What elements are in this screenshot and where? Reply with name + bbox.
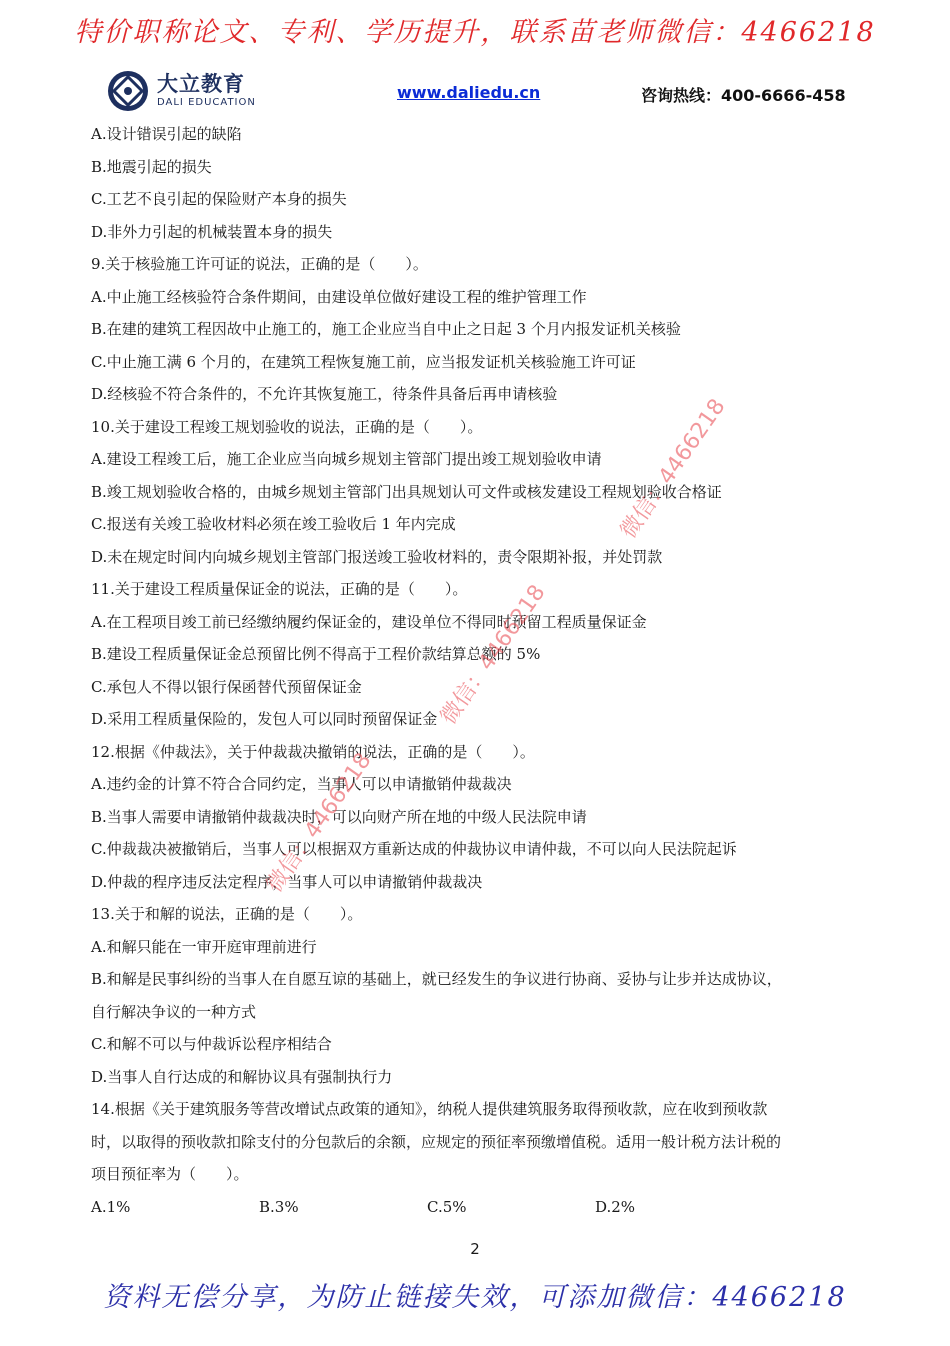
text-line: B.当事人需要申请撤销仲裁裁决时，可以向财产所在地的中级人民法院申请 (91, 807, 587, 826)
text-line: A.中止施工经核验符合条件期间，由建设单位做好建设工程的维护管理工作 (91, 287, 587, 306)
text-line: D.非外力引起的机械装置本身的损失 (91, 222, 333, 241)
option-d: D.2% (595, 1197, 636, 1216)
top-promo-banner: 特价职称论文、专利、学历提升，联系苗老师微信：4466218 (74, 17, 876, 48)
text-line: B.在建的建筑工程因故中止施工的，施工企业应当自中止之日起 3 个月内报发证机关核验 (91, 320, 681, 338)
text-line: C.和解不可以与仲裁诉讼程序相结合 (91, 1035, 332, 1053)
text-line: B.建设工程质量保证金总预留比例不得高于工程价款结算总额的 5% (91, 645, 541, 663)
answer-options (91, 1191, 863, 1224)
text-line: C.中止施工满 6 个月的，在建筑工程恢复施工前，应当报发证机关核验施工许可证 (91, 352, 636, 371)
page-header (105, 68, 865, 118)
question-11: 11.关于建设工程质量保证金的说法，正确的是（ ）。 (91, 580, 468, 598)
logo-chinese-name: 大立教育 (157, 72, 245, 96)
hotline-text: 咨询热线：400-6666-458 (641, 86, 846, 105)
question-10: 10.关于建设工程竣工规划验收的说法，正确的是（ ）。 (91, 417, 483, 436)
text-line: B.和解是民事纠纷的当事人在自愿互谅的基础上，就已经发生的争议进行协商、妥协与让步并达成协议， (91, 970, 782, 988)
watermark-1: 微信：4466218 (616, 394, 731, 544)
text-line: D.未在规定时间内向城乡规划主管部门报送竣工验收材料的，责令限期补报，并处罚款 (91, 547, 663, 566)
watermark-2: 微信：4466218 (436, 580, 551, 730)
text-line: D.经核验不符合条件的，不允许其恢复施工，待条件具备后再申请核验 (91, 385, 558, 403)
question-14: 14.根据《关于建筑服务等营改增试点政策的通知》，纳税人提供建筑服务取得预收款，应在收到预收款 (91, 1100, 768, 1118)
text-line: D.仲裁的程序违反法定程序，当事人可以申请撤销仲裁裁决 (91, 872, 483, 891)
question-12: 12.根据《仲裁法》，关于仲裁裁决撤销的说法，正确的是（ ）。 (91, 742, 535, 761)
question-9: 9.关于核验施工许可证的说法，正确的是（ ）。 (91, 255, 428, 273)
option-c: C.5% (427, 1197, 467, 1216)
text-line: C.承包人不得以银行保函替代预留保证金 (91, 677, 362, 696)
text-line: A.违约金的计算不符合合同约定，当事人可以申请撤销仲裁裁决 (91, 775, 512, 793)
logo-english-name: DALI EDUCATION (157, 97, 256, 108)
option-a: A.1% (91, 1197, 131, 1216)
text-line: 自行解决争议的一种方式 (91, 1002, 257, 1021)
text-line: C.报送有关竣工验收材料必须在竣工验收后 1 年内完成 (91, 515, 456, 533)
website-link[interactable]: www.daliedu.cn (397, 83, 541, 102)
question-13: 13.关于和解的说法，正确的是（ ）。 (91, 905, 363, 923)
dali-logo-icon (107, 70, 149, 112)
text-line: A.和解只能在一审开庭审理前进行 (91, 937, 317, 956)
text-line: A.在工程项目竣工前已经缴纳履约保证金的，建设单位不得同时预留工程质量保证金 (91, 612, 647, 631)
text-line: 项目预征率为（ ）。 (91, 1165, 249, 1183)
text-line: B.竣工规划验收合格的，由城乡规划主管部门出具规划认可文件或核发建设工程规划验收合格证 (91, 482, 722, 501)
text-line: A.建设工程竣工后，施工企业应当向城乡规划主管部门提出竣工规划验收申请 (91, 450, 602, 468)
text-line: B.地震引起的损失 (91, 157, 212, 176)
option-b: B.3% (259, 1197, 299, 1216)
text-line: C.仲裁裁决被撤销后，当事人可以根据双方重新达成的仲裁协议申请仲裁，不可以向人民法院起诉 (91, 840, 737, 858)
text-line: D.当事人自行达成的和解协议具有强制执行力 (91, 1067, 393, 1086)
text-line: C.工艺不良引起的保险财产本身的损失 (91, 190, 347, 208)
bottom-promo-banner: 资料无偿分享，为防止链接失效，可添加微信：4466218 (103, 1282, 847, 1313)
watermark-3: 微信：4466218 (262, 748, 377, 898)
text-line: D.采用工程质量保险的，发包人可以同时预留保证金 (91, 710, 438, 728)
text-line: A.设计错误引起的缺陷 (91, 125, 242, 143)
page-number: 2 (470, 1240, 480, 1258)
text-line: 时，以取得的预收款扣除支付的分包款后的余额，应规定的预征率预缴增值税。适用一般计税方法计税的 (91, 1132, 782, 1151)
